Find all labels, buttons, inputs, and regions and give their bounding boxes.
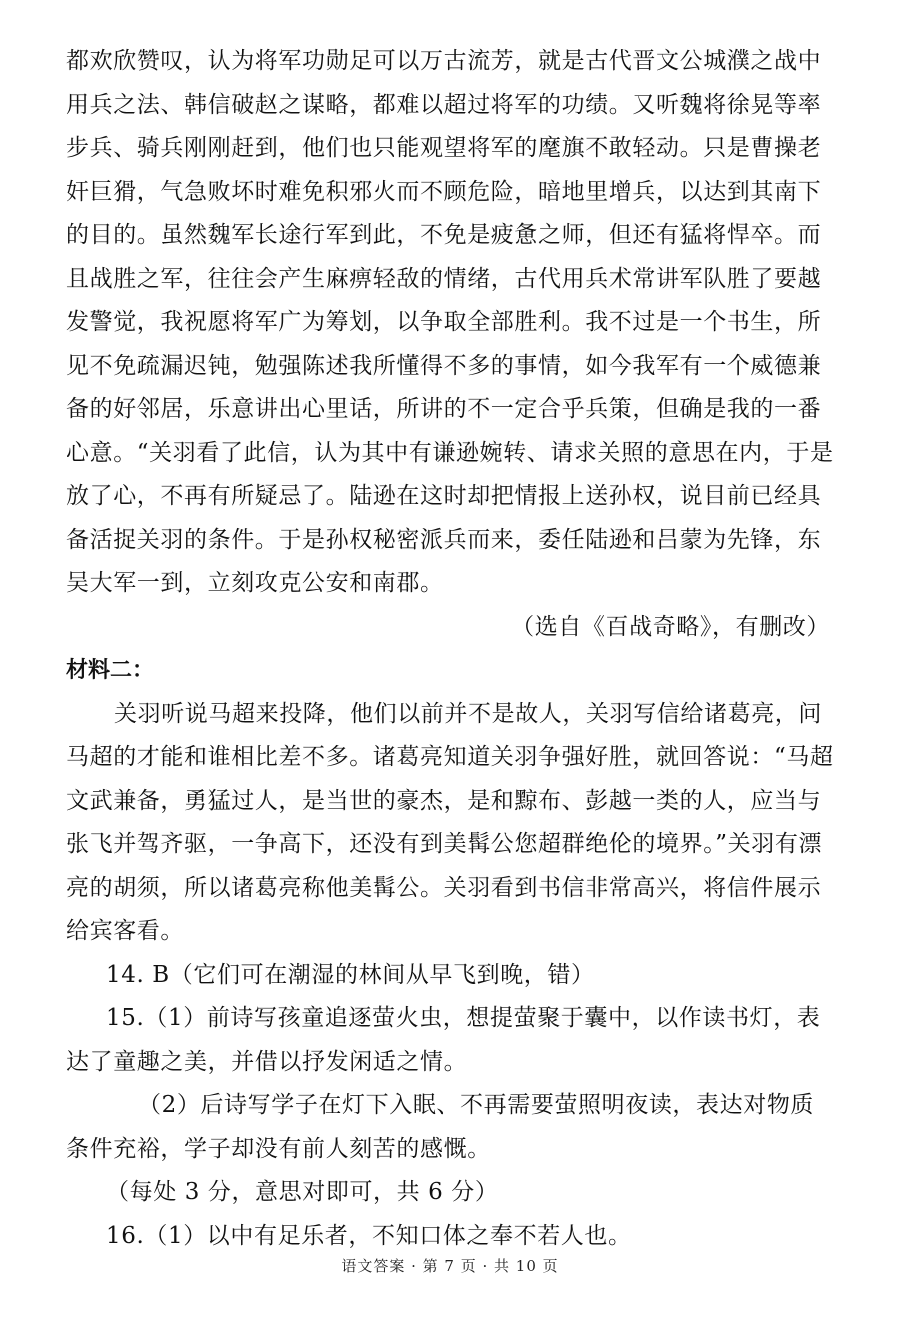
page-footer: 语文答案 · 第 7 页 · 共 10 页 [341, 1257, 559, 1275]
text-line: 用兵之法、韩信破赵之谋略，都难以超过将军的功绩。又听魏将徐晃等率 [66, 91, 822, 118]
answer-q15-part2-cont: 条件充裕，学子却没有前人刻苦的感慨。 [66, 1135, 491, 1162]
text-line: 奸巨猾，气急败坏时难免积邪火而不顾危险，暗地里增兵，以达到其南下 [66, 178, 822, 205]
answer-q15-part1-cont: 达了童趣之美，并借以抒发闲适之情。 [66, 1048, 468, 1075]
text-line: 都欢欣赞叹，认为将军功勋足可以万古流芳，就是古代晋文公城濮之战中 [66, 48, 822, 74]
answer-q16-part1: 16.（1）以中有足乐者，不知口体之奉不若人也。 [106, 1222, 632, 1249]
text-line: 备的好邻居，乐意讲出心里话，所讲的不一定合乎兵策，但确是我的一番 [66, 396, 822, 422]
answer-q15-part2: （2）后诗写学子在灯下入眠、不再需要萤照明夜读，表达对物质 [138, 1092, 815, 1118]
answer-q14: 14. B（它们可在潮湿的林间从早飞到晚，错） [106, 961, 595, 988]
text-line: 见不免疏漏迟钝，勉强陈述我所懂得不多的事情，如今我军有一个威德兼 [66, 352, 822, 379]
text-line: 关羽听说马超来投降，他们以前并不是故人，关羽写信给诸葛亮，问 [114, 700, 822, 727]
text-line: 吴大军一到，立刻攻克公安和南郡。 [66, 570, 444, 596]
text-line: 心意。“关羽看了此信，认为其中有谦逊婉转、请求关照的意思在内，于是 [66, 439, 834, 466]
source-citation: （选自《百战奇略》，有删改） [511, 613, 830, 640]
text-line: 放了心，不再有所疑忌了。陆逊在这时却把情报上送孙权，说目前已经具 [66, 483, 822, 509]
section-heading-material2: 材料二： [66, 658, 155, 683]
text-line: 给宾客看。 [66, 918, 184, 944]
text-line: 马超的才能和谁相比差不多。诸葛亮知道关羽争强好胜，就回答说：“马超 [66, 744, 834, 770]
answer-q15-part1: 15.（1）前诗写孩童追逐萤火虫，想提萤聚于囊中，以作读书灯，表 [106, 1005, 821, 1031]
answer-page [66, 40, 838, 1258]
text-line: 文武兼备，勇猛过人，是当世的豪杰，是和黥布、彭越一类的人，应当与 [66, 787, 822, 814]
text-line: 发警觉，我祝愿将军广为筹划，以争取全部胜利。我不过是一个书生，所 [66, 309, 822, 335]
text-line: 且战胜之军，往往会产生麻痹轻敌的情绪，古代用兵术常讲军队胜了要越 [66, 265, 822, 292]
text-line: 步兵、骑兵刚刚赶到，他们也只能观望将军的麾旗不敢轻动。只是曹操老 [66, 135, 822, 161]
text-line: 备活捉关羽的条件。于是孙权秘密派兵而来，委任陆逊和吕蒙为先锋，东 [66, 526, 822, 553]
scoring-note: （每处 3 分，意思对即可，共 6 分） [106, 1179, 499, 1205]
text-line: 张飞并驾齐驱，一争高下，还没有到美髯公您超群绝伦的境界。”关羽有漂 [66, 831, 823, 857]
text-line: 的目的。虽然魏军长途行军到此，不免是疲惫之师，但还有猛将悍卒。而 [66, 222, 822, 248]
text-line: 亮的胡须，所以诸葛亮称他美髯公。关羽看到书信非常高兴，将信件展示 [66, 874, 822, 901]
